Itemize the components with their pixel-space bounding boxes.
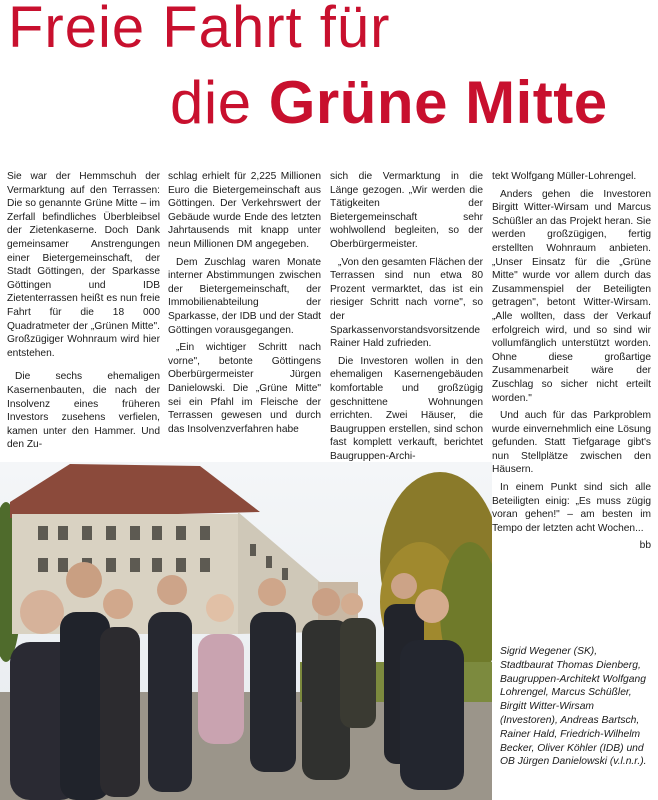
paragraph: „Ein wichtiger Schritt nach vorne", betonte Göttingens Oberbürgermeister Jürgen Danielowski. Die „Grüne Mitte" sei ein Pfahl im Fleische der Terrassen gewesen und durch das Insolvenzverfahren habe: [168, 342, 321, 435]
group-photo: [0, 462, 492, 800]
article-column-2: [168, 170, 321, 440]
headline-line-2-prefix: die: [170, 69, 252, 136]
paragraph: Die Investoren wollen in den ehemaligen Kasernengebäuden komfortable und großzügig geschnittene Wohnungen errichten. Zwei Häuser, die Baugruppen erstellen, sind schon fast komplett verkauft, berichtet Baugruppen-Archi-: [330, 355, 483, 462]
paragraph: Sie war der Hemmschuh der Vermarktung auf den Terrassen: Die so genannte Grüne Mitte – im Zerfall befindliches Überbleibsel der Zietenkaserne. Doch Dank gemeinsamer Anstrengungen einer Bietergemeinschaft, der Stadt Göttingen, der Sparkasse Göttingen und IDB Zietenterrassen heißt es nun freie Fahrt für die 18 000 Quadratmeter der „Grünen Mitte". Großzügiger Wohnraum wird hier entstehen.: [7, 171, 160, 359]
author-signature: bb: [639, 540, 651, 552]
paragraph: Dem Zuschlag waren Monate interner Abstimmungen zwischen der Bietergemeinschaft, der Immobilienabteilung der Sparkasse, der IDB und der Stadt Göttingen vorausgegangen.: [168, 256, 321, 336]
paragraph: Anders gehen die Investoren Birgitt Witter-Wirsam und Marcus Schüßler an das Projekt heran. Sie werden großzügigen, fertig erstellten Wohnraum anbieten. „Unser Einsatz für die „Grüne Mitte" wurde vor allem durch das Zusammenspiel der Beteiligten getragen", betont Witter-Wirsam. „Alle wollten, dass der Verkauf erfolgreich wird, und so sind wir vollumfänglich unterstützt worden. Ohne diese großartige Zusammenarbeit wäre der Zuschlag so sicher nicht erteilt worden.": [492, 188, 651, 404]
headline-line-1: Freie Fahrt für: [8, 0, 391, 60]
article-column-4: [492, 170, 651, 553]
photo-caption: Sigrid Wegener (SK), Stadtbaurat Thomas Dienberg, Baugruppen-Architekt Wolfgang Lohrengel, Marcus Schüßler, Birgitt Witter-Wirsam (Investoren), Andreas Bartsch, Rainer Hald, Friedrich-Wilhelm Becker, Oliver Köhler (IDB) und OB Jürgen Danielowski (v.l.n.r.).: [500, 646, 647, 768]
headline-line-2: [170, 68, 658, 137]
headline-line-2-bold: Grüne Mitte: [268, 69, 608, 136]
article-column-3: [330, 170, 483, 467]
article-column-1: [7, 170, 160, 456]
paragraph: Die sechs ehemaligen Kasernenbauten, die nach der Insolvenz eines früheren Investors zusehens verfielen, kamen unter den Hammer. Und den Zu-: [7, 371, 160, 451]
paragraph: In einem Punkt sind sich alle Beteiligten einig: „Es muss zügig voran gehen!" – am besten im Tempo der letzten acht Wochen...: [492, 482, 651, 534]
paragraph: Und auch für das Parkproblem wurde einvernehmlich eine Lösung gefunden. Statt Tiefgarage gibt's nun Stellplätze zwischen den Häusern.: [492, 410, 651, 476]
paragraph: „Von den gesamten Flächen der Terrassen sind nun etwa 80 Prozent vermarktet, das ist ein riesiger Schritt nach vorne", so der Sparkassenvorstandsvorsitzende Rainer Hald zufrieden.: [330, 256, 483, 350]
paragraph: sich die Vermarktung in die Länge gezogen. „Wir werden die Tätigkeiten der Bietergemeinschaft sehr wohlwollend begleiten, so der Oberbürgermeister.: [330, 171, 483, 250]
paragraph: schlag erhielt für 2,225 Millionen Euro die Bietergemeinschaft aus Göttingen. Der Verkehrswert der Gebäude wurde Ende des letzten Jahrtausends mit knapp unter neun Millionen DM angegeben.: [168, 171, 321, 250]
paragraph: tekt Wolfgang Müller-Lohrengel.: [492, 171, 637, 182]
